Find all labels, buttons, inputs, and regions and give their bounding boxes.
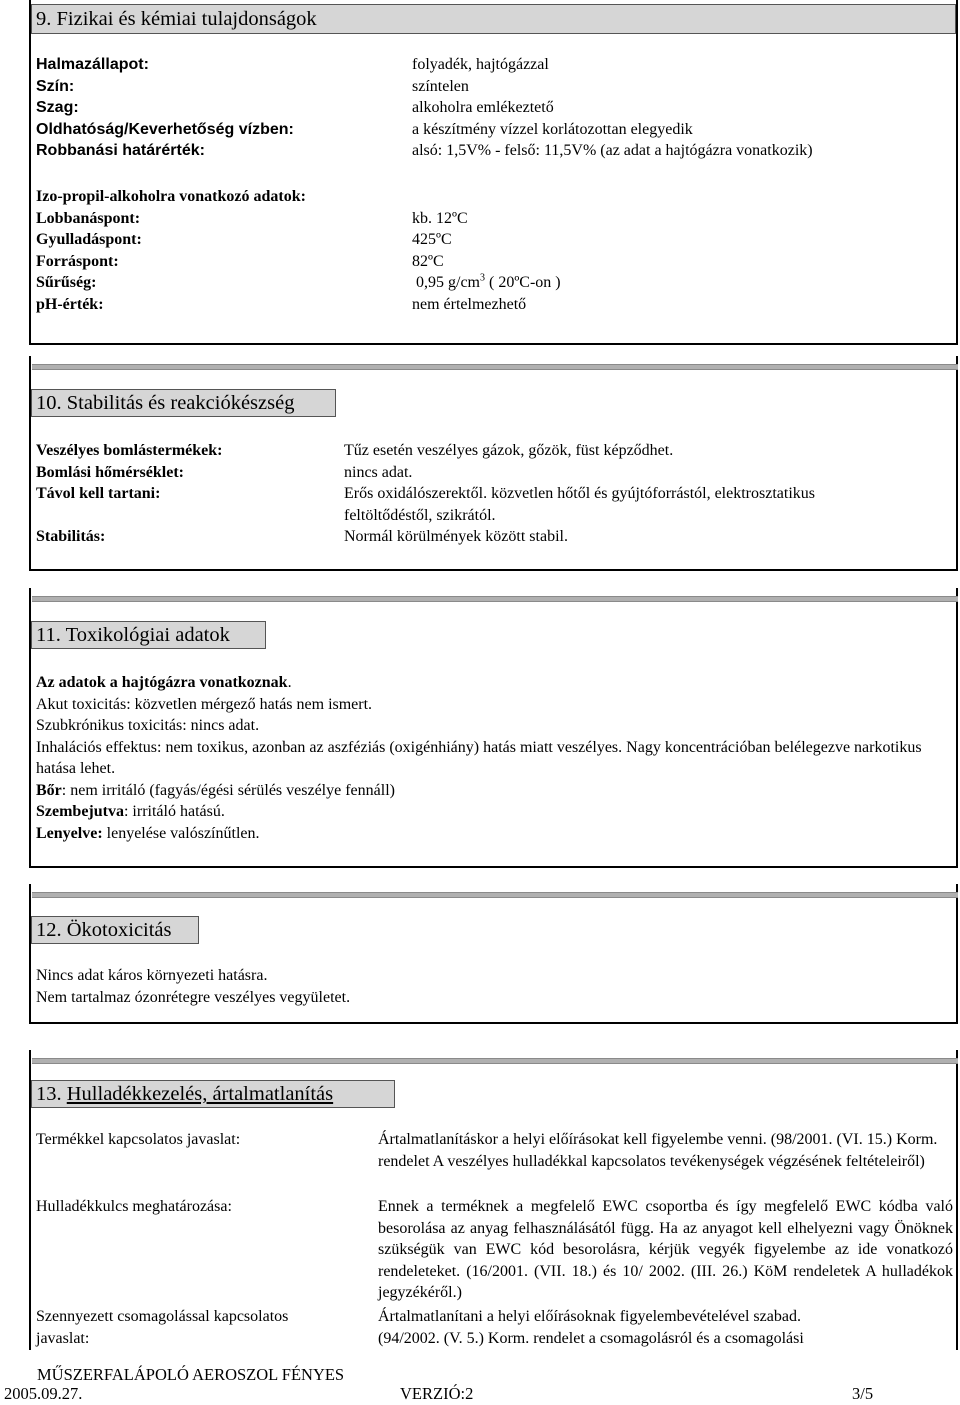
skin-text: : nem irritáló (fagyás/égési sérülés veszélye fennáll)	[61, 781, 395, 799]
section-9-heading	[31, 4, 956, 34]
packaging-text-line: (94/2002. (V. 5.) Korm. rendelet a csomagolásról és a csomagolási	[378, 1329, 804, 1347]
iso-label: Lobbanáspont:	[36, 209, 141, 227]
section-10-box	[29, 356, 958, 571]
prop-value: folyadék, hajtógázzal	[412, 56, 549, 73]
disposal-text-packaging	[378, 1306, 953, 1349]
prop-value: alkoholra emlékeztető	[412, 99, 554, 116]
section-12-box	[29, 884, 958, 1024]
section-10-rows	[36, 440, 815, 548]
toxicology-line: Szubkrónikus toxicitás: nincs adat.	[36, 717, 260, 734]
section-10-title: 10. Stabilitás és reakciókészség	[36, 392, 295, 414]
disposal-text-product: Ártalmatlanításkor a helyi előírásokat kell figyelembe venni. (98/2001. (VI. 15.) Korm. rendelet A veszélyes hulladékkal kapcsolatos tevékenységek végzésének feltételeiről)	[378, 1131, 938, 1170]
disposal-label-waste-code: Hulladékkulcs meghatározása:	[36, 1198, 232, 1215]
iso-label: Gyulladáspont:	[36, 231, 142, 248]
section-9-box	[29, 0, 958, 345]
ecotoxicity-line: Nem tartalmaz ózonrétegre veszélyes vegyületet.	[36, 988, 351, 1006]
ecotoxicity-text	[36, 965, 350, 1008]
section-12-heading	[31, 916, 199, 944]
footer-product: MŰSZERFALÁPOLÓ AEROSZOL FÉNYES	[37, 1365, 345, 1384]
iso-propyl-props	[36, 186, 561, 315]
packaging-text-line: Ártalmatlanítani a helyi előírásoknak figyelembevételével szabad.	[378, 1308, 801, 1325]
section-11-heading	[31, 621, 266, 649]
packaging-label-line: Szennyezett csomagolással kapcsolatos	[36, 1308, 289, 1325]
stability-label: Bomlási hőmérséklet:	[36, 463, 184, 481]
section-11-title: 11. Toxikológiai adatok	[36, 624, 230, 646]
iso-value: nem értelmezhető	[412, 295, 527, 313]
toxicology-text	[36, 672, 936, 844]
swallow-text: lenyelése valószínűtlen.	[102, 824, 260, 842]
footer-page: 3/5	[852, 1384, 874, 1403]
iso-value: 82ºC	[412, 252, 444, 270]
footer-date: 2005.09.27.	[4, 1384, 83, 1403]
section-13-heading	[31, 1080, 395, 1108]
section-13-number: 13.	[36, 1083, 67, 1105]
stability-value: Erős oxidálószerektől. közvetlen hőtől és gyújtóforrástól, elektrosztatikus	[344, 485, 815, 502]
iso-label: pH-érték:	[36, 295, 104, 313]
section-9-title: 9. Fizikai és kémiai tulajdonságok	[36, 8, 317, 30]
section-13-title: Hulladékkezelés, ártalmatlanítás	[66, 1083, 334, 1105]
disposal-text-waste-code: Ennek a terméknek a megfelelő EWC csoportba és így megfelelő EWC kódba való besorolása az anyag felhasználásától függ. Ha az anyagot kell elhelyezni vagy Önöknek szükségük van EWC kód besorolásra, kérjük vegyék figyelembe az ide vonatkozó rendeleteket. (16/2001. (VII. 18.) és 10/ 2002. (III. 26.) KöM rendeletek A hulladékok jegyzékéről.)	[378, 1198, 953, 1301]
intro-dot: .	[287, 674, 292, 691]
eye-text: : irritáló hatású.	[123, 803, 225, 820]
toxicology-line: Inhalációs effektus: nem toxikus, azonban az aszféziás (oxigénhiány) hatás miatt veszélyes. Nagy koncentrációban belélegezve narkotikus hatása lehet.	[36, 738, 922, 777]
swallow-label: Lenyelve:	[36, 824, 103, 842]
prop-value: színtelen	[412, 77, 469, 95]
section-divider	[32, 364, 958, 370]
stability-label	[36, 505, 344, 527]
iso-label: Sűrűség:	[36, 274, 97, 291]
prop-label: Halmazállapot:	[36, 56, 149, 73]
section-10-heading	[31, 389, 336, 417]
toxicology-line: Akut toxicitás: közvetlen mérgező hatás nem ismert.	[36, 695, 373, 713]
section-divider	[32, 596, 958, 602]
prop-label: Robbanási határérték:	[36, 142, 205, 159]
prop-value: alsó: 1,5V% - felső: 11,5V% (az adat a hajtógázra vonatkozik)	[412, 142, 813, 159]
iso-value: 0,95 $g/cm^3$ ( 20ºC-on )	[416, 272, 561, 291]
stability-value: Normál körülmények között stabil.	[344, 528, 568, 545]
prop-label: Oldhatóság/Keverhetőség vízben:	[36, 120, 294, 138]
section-9-props	[36, 54, 813, 162]
iso-value: kb. 12ºC	[412, 209, 468, 227]
prop-label: Szag:	[36, 99, 79, 116]
stability-label: Távol kell tartani:	[36, 485, 161, 502]
footer-version: VERZIÓ:2	[400, 1384, 474, 1403]
section-13-box	[29, 1050, 958, 1350]
iso-value: 425ºC	[412, 231, 452, 248]
prop-value: a készítmény vízzel korlátozottan elegyedik	[412, 120, 693, 138]
stability-value: feltöltődéstől, szikrától.	[344, 506, 496, 524]
skin-label: Bőr	[36, 781, 62, 799]
toxicology-intro: Az adatok a hajtógázra vonatkoznak	[36, 674, 288, 691]
disposal-label-packaging	[36, 1306, 288, 1349]
stability-value: nincs adat.	[344, 463, 413, 481]
section-11-box	[29, 588, 958, 868]
ecotoxicity-line: Nincs adat káros környezeti hatásra.	[36, 967, 268, 984]
packaging-label-line: javaslat:	[36, 1329, 90, 1347]
disposal-label-product: Termékkel kapcsolatos javaslat:	[36, 1131, 241, 1148]
iso-label: Forráspont:	[36, 252, 119, 270]
section-divider	[32, 892, 958, 898]
eye-label: Szembejutva	[36, 803, 124, 820]
stability-value: Tűz esetén veszélyes gázok, gőzök, füst képződhet.	[344, 442, 674, 459]
section-divider	[32, 1058, 958, 1064]
iso-heading: Izo-propil-alkoholra vonatkozó adatok:	[36, 188, 306, 205]
stability-label: Stabilitás:	[36, 528, 106, 545]
section-12-title: 12. Ökotoxicitás	[36, 919, 172, 941]
stability-label: Veszélyes bomlástermékek:	[36, 442, 223, 459]
prop-label: Szín:	[36, 77, 75, 95]
